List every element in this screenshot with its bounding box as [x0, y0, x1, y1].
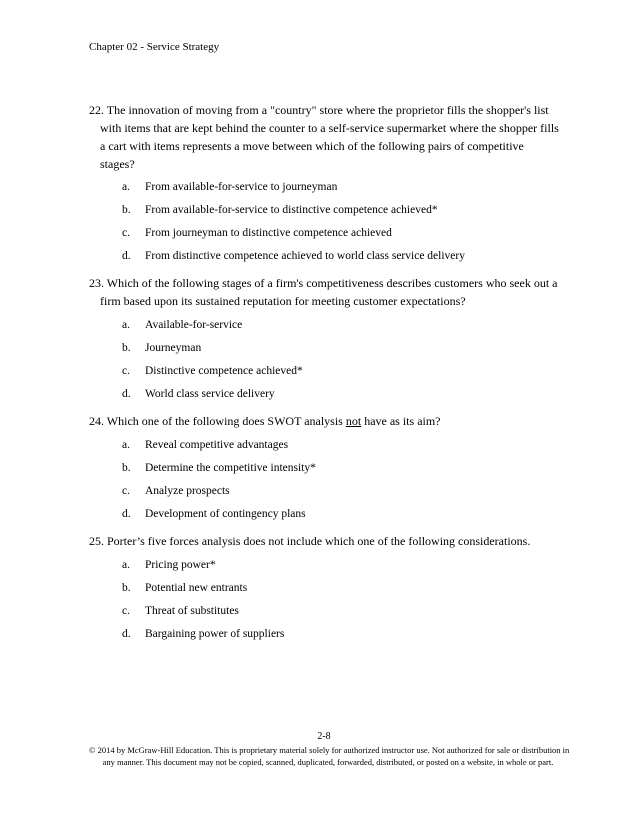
- answer-option: [89, 558, 559, 573]
- option-text: Development of contingency plans: [145, 508, 306, 520]
- question-25: [89, 532, 559, 642]
- answer-option: [89, 627, 559, 642]
- chapter-header: Chapter 02 - Service Strategy: [89, 41, 220, 53]
- option-letter: b.: [122, 462, 131, 474]
- answer-option: [89, 203, 559, 218]
- answer-option: [89, 581, 559, 596]
- option-text: Threat of substitutes: [145, 605, 239, 617]
- stem-emphasis: not: [345, 414, 362, 428]
- option-letter: b.: [122, 582, 131, 594]
- option-text: Journeyman: [145, 342, 202, 354]
- option-letter: d.: [122, 250, 131, 262]
- answer-options: [89, 438, 559, 522]
- option-letter: b.: [122, 204, 131, 216]
- answer-option: [89, 438, 559, 453]
- option-text: Reveal competitive advantages: [145, 439, 289, 451]
- question-22: [89, 101, 559, 264]
- option-text: Available-for-service: [145, 319, 243, 331]
- copyright-notice: [89, 744, 570, 768]
- copyright-line: any manner. This document may not be copied, scanned, duplicated, forwarded, distributed, or posted on a website, in whole or part.: [102, 757, 554, 767]
- answer-option: [89, 249, 559, 264]
- option-letter: b.: [122, 342, 131, 354]
- option-text: From distinctive competence achieved to world class service delivery: [145, 250, 465, 262]
- answer-options: [89, 180, 559, 264]
- question-23: [89, 274, 559, 402]
- stem-text: have as its aim?: [361, 414, 441, 428]
- option-text: From available-for-service to journeyman: [145, 181, 338, 193]
- answer-option: [89, 226, 559, 241]
- option-text: Analyze prospects: [145, 485, 230, 497]
- answer-option: [89, 318, 559, 333]
- option-letter: c.: [122, 485, 130, 497]
- option-text: Determine the competitive intensity*: [145, 462, 316, 474]
- option-text: Potential new entrants: [145, 582, 248, 594]
- option-letter: d.: [122, 628, 131, 640]
- option-text: From journeyman to distinctive competence achieved: [145, 227, 392, 239]
- option-text: From available-for-service to distinctive competence achieved*: [145, 204, 438, 216]
- answer-options: [89, 558, 559, 642]
- answer-option: [89, 341, 559, 356]
- question-stem: 23. Which of the following stages of a firm's competitiveness describes customers who seek out a firm based upon its sustained reputation for meeting customer expectations?: [89, 276, 558, 308]
- option-text: Distinctive competence achieved*: [145, 365, 303, 377]
- option-letter: d.: [122, 388, 131, 400]
- page-number: 2-8: [317, 731, 331, 742]
- option-text: World class service delivery: [145, 388, 275, 400]
- answer-option: [89, 387, 559, 402]
- copyright-line: © 2014 by McGraw-Hill Education. This is proprietary material solely for authorized instructor use. Not authorized for sale or distribution in: [89, 745, 570, 755]
- option-letter: a.: [122, 439, 130, 451]
- question-list: [89, 101, 559, 652]
- answer-option: [89, 507, 559, 522]
- answer-option: [89, 461, 559, 476]
- answer-option: [89, 180, 559, 195]
- option-text: Pricing power*: [145, 559, 216, 571]
- question-24: [89, 412, 559, 522]
- answer-options: [89, 318, 559, 402]
- question-stem: [89, 412, 559, 430]
- option-letter: a.: [122, 181, 130, 193]
- option-letter: d.: [122, 508, 131, 520]
- stem-text: 24. Which one of the following does SWOT analysis: [89, 414, 346, 428]
- option-letter: c.: [122, 605, 130, 617]
- option-text: Bargaining power of suppliers: [145, 628, 285, 640]
- option-letter: a.: [122, 559, 130, 571]
- option-letter: a.: [122, 319, 130, 331]
- answer-option: [89, 604, 559, 619]
- answer-option: [89, 364, 559, 379]
- question-stem: 22. The innovation of moving from a "country" store where the proprietor fills the shopper's list with items that are kept behind the counter to a self-service supermarket where the shopper fills a cart with items represents a move between which of the following pairs of competitive stages?: [89, 103, 559, 171]
- question-stem: 25. Porter’s five forces analysis does not include which one of the following considerations.: [89, 534, 531, 548]
- answer-option: [89, 484, 559, 499]
- page-footer: [89, 731, 570, 768]
- option-letter: c.: [122, 365, 130, 377]
- option-letter: c.: [122, 227, 130, 239]
